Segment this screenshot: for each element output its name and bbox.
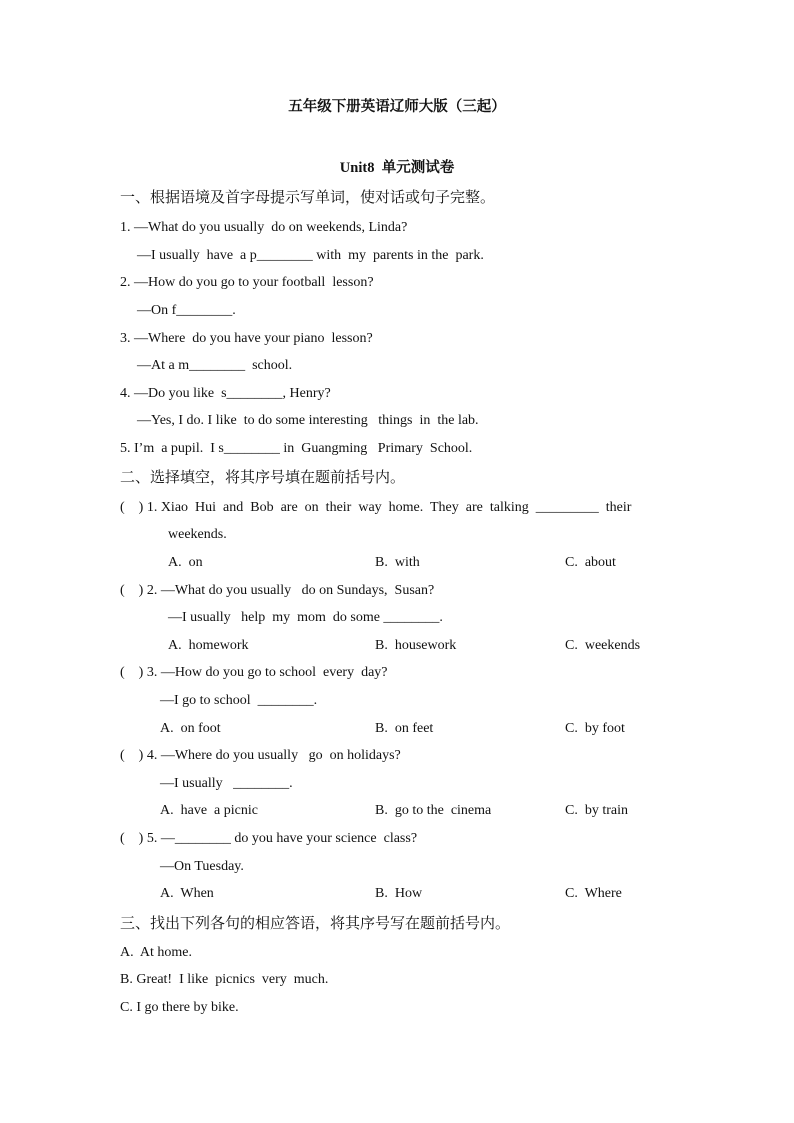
q2-continuation: —I usually help my mom do some ________.: [168, 610, 443, 625]
document-subtitle: Unit8 单元测试卷: [339, 160, 455, 176]
s1-line-9: 5. I’m a pupil. I s________ in Guangming Primary School.: [120, 441, 473, 456]
q4-option-b: B. go to the cinema: [375, 803, 492, 818]
s1-line-1: 1. —What do you usually do on weekends, Linda?: [120, 220, 408, 235]
q5-stem: ( ) 5. —________ do you have your science class?: [120, 831, 418, 846]
q2-stem: ( ) 2. —What do you usually do on Sundays, Susan?: [120, 583, 435, 598]
q4-option-a: A. have a picnic: [160, 803, 258, 818]
q5-continuation: —On Tuesday.: [160, 859, 244, 874]
q1-option-a: A. on: [168, 555, 203, 570]
q4-continuation: —I usually ________.: [160, 776, 293, 791]
s1-line-3: 2. —How do you go to your football lesson?: [120, 275, 374, 290]
document-title: 五年级下册英语辽师大版（三起）: [288, 99, 506, 115]
q2-option-b: B. housework: [375, 638, 457, 653]
s3-answer-c: C. I go there by bike.: [120, 1000, 239, 1015]
q3-continuation: —I go to school ________.: [160, 693, 318, 708]
s1-line-2: —I usually have a p________ with my parents in the park.: [137, 248, 484, 263]
s1-line-8: —Yes, I do. I like to do some interesting things in the lab.: [137, 413, 479, 428]
s1-line-7: 4. —Do you like s________, Henry?: [120, 386, 331, 401]
q3-option-c: C. by foot: [565, 721, 625, 736]
q2-option-a: A. homework: [168, 638, 249, 653]
q3-stem: ( ) 3. —How do you go to school every day?: [120, 665, 388, 680]
section-2-heading: 二、选择填空，将其序号填在题前括号内。: [120, 468, 406, 486]
s3-answer-b: B. Great! I like picnics very much.: [120, 972, 329, 987]
s3-answer-a: A. At home.: [120, 945, 192, 960]
q4-stem: ( ) 4. —Where do you usually go on holidays?: [120, 748, 401, 763]
section-3-heading: 三、找出下列各句的相应答语，将其序号写在题前括号内。: [120, 914, 511, 932]
q5-option-b: B. How: [375, 886, 423, 901]
q1-stem: ( ) 1. Xiao Hui and Bob are on their way home. They are talking _________ their: [120, 500, 632, 515]
q1-option-c: C. about: [565, 555, 616, 570]
q3-option-a: A. on foot: [160, 721, 221, 736]
s1-line-6: —At a m________ school.: [137, 358, 293, 373]
s1-line-5: 3. —Where do you have your piano lesson?: [120, 331, 373, 346]
s1-line-4: —On f________.: [137, 303, 236, 318]
q5-option-c: C. Where: [565, 886, 622, 901]
q1-continuation: weekends.: [168, 527, 227, 542]
section-1-heading: 一、根据语境及首字母提示写单词，使对话或句子完整。: [120, 188, 496, 206]
q2-option-c: C. weekends: [565, 638, 641, 653]
q4-option-c: C. by train: [565, 803, 628, 818]
q1-option-b: B. with: [375, 555, 420, 570]
q5-option-a: A. When: [160, 886, 214, 901]
q3-option-b: B. on feet: [375, 721, 434, 736]
